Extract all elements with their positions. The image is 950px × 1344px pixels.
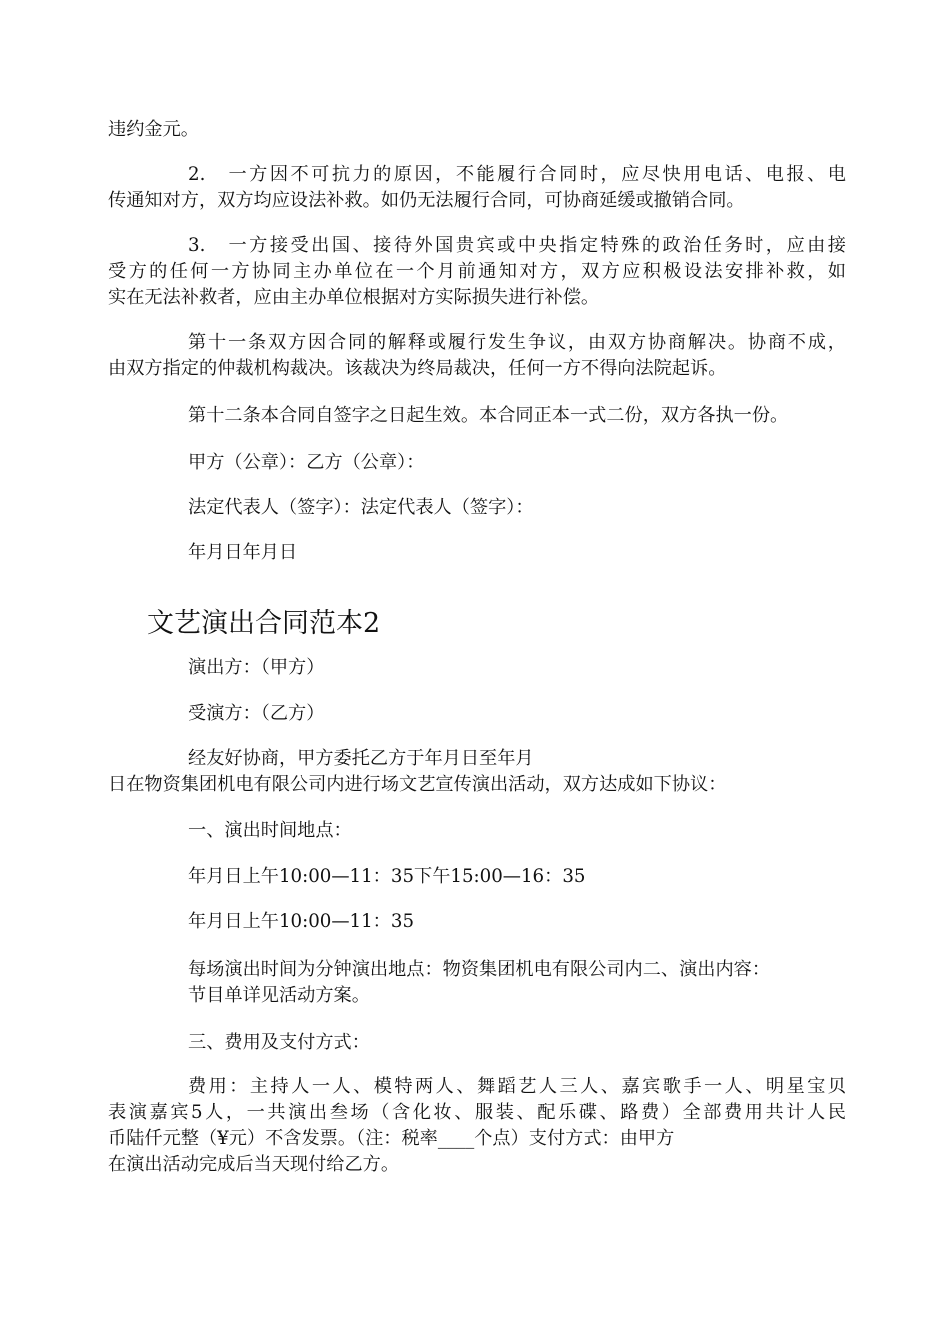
- paragraph-line: 演出方：（甲方）: [188, 657, 325, 678]
- paragraph-line: 实在无法补救者，应由主办单位根据对方实际损失进行补偿。: [108, 287, 600, 308]
- paragraph-line: 违约金元。: [108, 119, 199, 140]
- paragraph-line: 由双方指定的仲裁机构裁决。该裁决为终局裁决，任何一方不得向法院起诉。: [108, 358, 727, 379]
- paragraph-line: 受演方：（乙方）: [188, 703, 325, 724]
- paragraph-line: 法定代表人（签字）：法定代表人（签字）：: [188, 497, 534, 518]
- paragraph-line: 每场演出时间为分钟演出地点：物资集团机电有限公司内二、演出内容：: [188, 959, 771, 980]
- paragraph-line: 日在物资集团机电有限公司内进行场文艺宣传演出活动，双方达成如下协议：: [108, 774, 727, 795]
- paragraph-line: 在演出活动完成后当天现付给乙方。: [108, 1154, 400, 1175]
- paragraph-line: 经友好协商，甲方委托乙方于年月日至年月: [188, 748, 534, 769]
- paragraph-line: 三、费用及支付方式：: [188, 1032, 370, 1053]
- paragraph-line: 传通知对方，双方均应设法补救。如仍无法履行合同，可协商延缓或撤销合同。: [108, 190, 745, 211]
- section-heading: 文艺演出合同范本2: [147, 608, 381, 640]
- paragraph-line: 年月日年月日: [188, 542, 298, 563]
- paragraph-line: 费用：主持人一人、模特两人、舞蹈艺人三人、嘉宾歌手一人、明星宝贝: [188, 1076, 846, 1097]
- paragraph-line: 受方的任何一方协同主办单位在一个月前通知对方，双方应积极设法安排补救，如: [108, 261, 846, 282]
- paragraph-line: 节目单详见活动方案。: [188, 985, 370, 1006]
- paragraph-line: 第十二条本合同自签字之日起生效。本合同正本一式二份，双方各执一份。: [188, 405, 789, 426]
- paragraph-line: 年月日上午10:00—11：35: [188, 911, 415, 932]
- paragraph-line: 第十一条双方因合同的解释或履行发生争议，由双方协商解决。协商不成，: [188, 332, 846, 353]
- paragraph-line: 2. 一方因不可抗力的原因，不能履行合同时，应尽快用电话、电报、电: [188, 164, 846, 185]
- paragraph-line: 年月日上午10:00—11：35下午15:00—16：35: [188, 866, 586, 887]
- paragraph-line: 3. 一方接受出国、接待外国贵宾或中央指定特殊的政治任务时，应由接: [188, 235, 846, 256]
- paragraph-line: 币陆仟元整（¥元）不含发票。（注：税率____个点）支付方式：由甲方: [108, 1128, 675, 1149]
- paragraph-line: 一、演出时间地点：: [188, 820, 352, 841]
- paragraph-line: 甲方（公章）：乙方（公章）：: [188, 452, 425, 473]
- paragraph-line: 表演嘉宾5人，一共演出叁场（含化妆、服装、配乐碟、路费）全部费用共计人民: [108, 1102, 846, 1123]
